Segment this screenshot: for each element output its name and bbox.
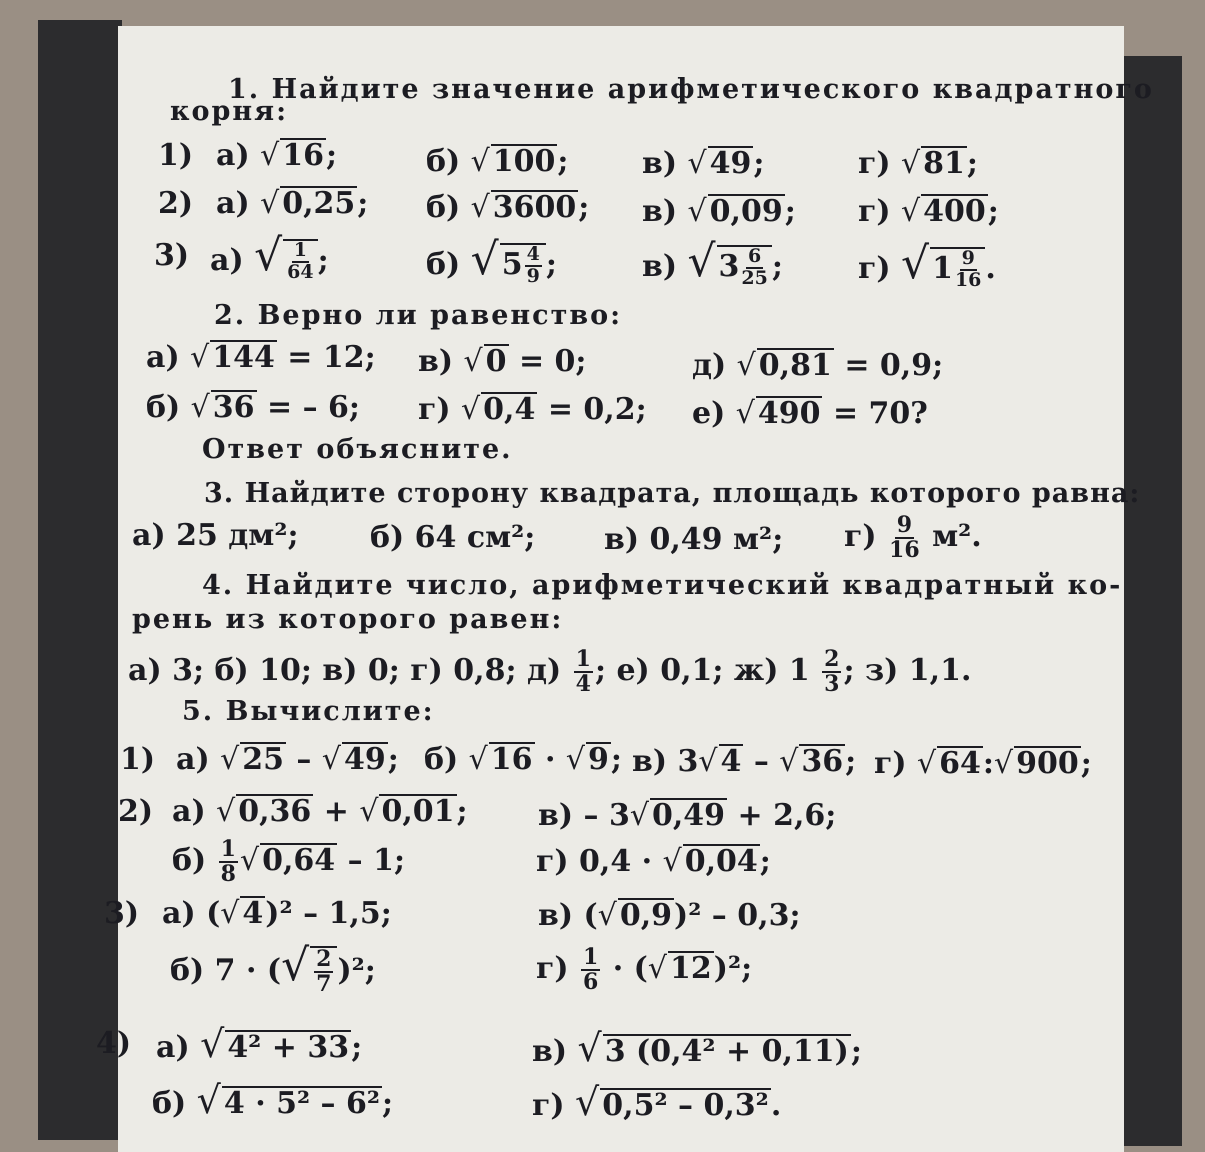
task1-r1-a: а) √ 16;: [216, 138, 338, 173]
task5-r4-v: в) √ 3 (0,4² + 0,11);: [532, 1026, 862, 1070]
task5-title: 5. Вычислите:: [182, 696, 435, 727]
task2-a: а) √ 144 = 12;: [146, 340, 376, 375]
task2-title: 2. Верно ли равенство:: [214, 300, 623, 331]
task5-r3-a: а) (√ 4)² – 1,5;: [162, 896, 392, 931]
task5-r1-a: а) √ 25 – √ 49;: [176, 742, 399, 777]
task5-r3-b: б) 7 · (√ $\frac{2}{7}$ )²;: [170, 940, 376, 997]
task3-title: 3. Найдите сторону квадрата, площадь которого равна:: [204, 478, 1141, 509]
task3-a: а) 25 дм²;: [132, 518, 299, 553]
task1-r2-v: в) √ 0,09;: [642, 194, 796, 229]
task2-g: г) √ 0,4 = 0,2;: [418, 392, 647, 427]
worksheet-page: [96, 26, 1154, 1152]
task5-row1-num: 1): [120, 742, 156, 777]
task5-r2-g: г) 0,4 · √ 0,04;: [536, 844, 771, 879]
task1-row3-num: 3): [154, 238, 190, 273]
task1-r3-g: г) √ 1 $\frac{9}{16}$ .: [858, 238, 996, 291]
dark-background-left: [38, 20, 122, 1140]
task1-r3-b: б) √ 5 $\frac{4}{9}$ ;: [426, 234, 557, 287]
task2-b: б) √ 36 = – 6;: [146, 390, 360, 425]
task5-r4-g: г) √ 0,5² – 0,3².: [532, 1080, 782, 1124]
task2-d: д) √ 0,81 = 0,9;: [692, 348, 944, 383]
task3-v: в) 0,49 м²;: [604, 522, 784, 557]
task4-title-cont: рень из которого равен:: [132, 604, 564, 635]
task5-r1-b: б) √ 16 · √ 9;: [424, 742, 622, 777]
task2-e: е) √ 490 = 70?: [692, 396, 928, 431]
task5-r4-b: б) √ 4 · 5² – 6²;: [152, 1078, 394, 1122]
task1-r2-a: а) √ 0,25;: [216, 186, 369, 221]
task5-r2-v: в) – 3√ 0,49 + 2,6;: [538, 798, 837, 833]
task5-r3-g: г) $\frac{1}{6}$ · (√ 12)²;: [536, 944, 753, 996]
task1-r1-g: г) √ 81;: [858, 146, 978, 181]
task1-title: 1. Найдите значение арифметического квадратного: [228, 74, 1154, 105]
task4-answers: а) 3; б) 10; в) 0; г) 0,8; д) $\frac{1}{4}$ ; е) 0,1; ж) 1 $\frac{2}{3}$ ; з) 1,1.: [128, 646, 972, 698]
task1-r3-v: в) √ 3 $\frac{6}{25}$ ;: [642, 236, 783, 289]
task1-r1-b: б) √ 100;: [426, 144, 569, 179]
task5-r2-b: б) $\frac{1}{8}$ √ 0,64 – 1;: [172, 836, 406, 888]
task3-b: б) 64 см²;: [370, 520, 536, 555]
task5-r1-v: в) 3√ 4 – √ 36;: [632, 744, 857, 779]
dark-background-right: [1120, 56, 1182, 1146]
task5-r3-v: в) (√ 0,9)² – 0,3;: [538, 898, 801, 933]
task1-row1-num: 1): [158, 138, 194, 173]
task5-r4-a: а) √ 4² + 33;: [156, 1022, 363, 1066]
task5-r1-g: г) √ 64:√ 900;: [874, 746, 1092, 781]
task2-note: Ответ объясните.: [202, 434, 513, 465]
task3-g: г) $\frac{9}{16}$ м².: [844, 512, 982, 564]
task5-r2-a: а) √ 0,36 + √ 0,01;: [172, 794, 468, 829]
task2-v: в) √ 0 = 0;: [418, 344, 587, 379]
task1-r1-v: в) √ 49;: [642, 146, 765, 181]
task1-row2-num: 2): [158, 186, 194, 221]
task5-row4-num: 4): [96, 1026, 132, 1061]
task1-r2-g: г) √ 400;: [858, 194, 999, 229]
task5-row3-num: 3): [104, 896, 140, 931]
task4-title: 4. Найдите число, арифметический квадратный ко-: [202, 570, 1123, 601]
task1-r3-a: а) √ $\frac{1}{64}$ ;: [210, 230, 329, 283]
task1-title-cont: корня:: [170, 96, 289, 127]
task1-r2-b: б) √ 3600;: [426, 190, 590, 225]
task5-row2-num: 2): [118, 794, 154, 829]
